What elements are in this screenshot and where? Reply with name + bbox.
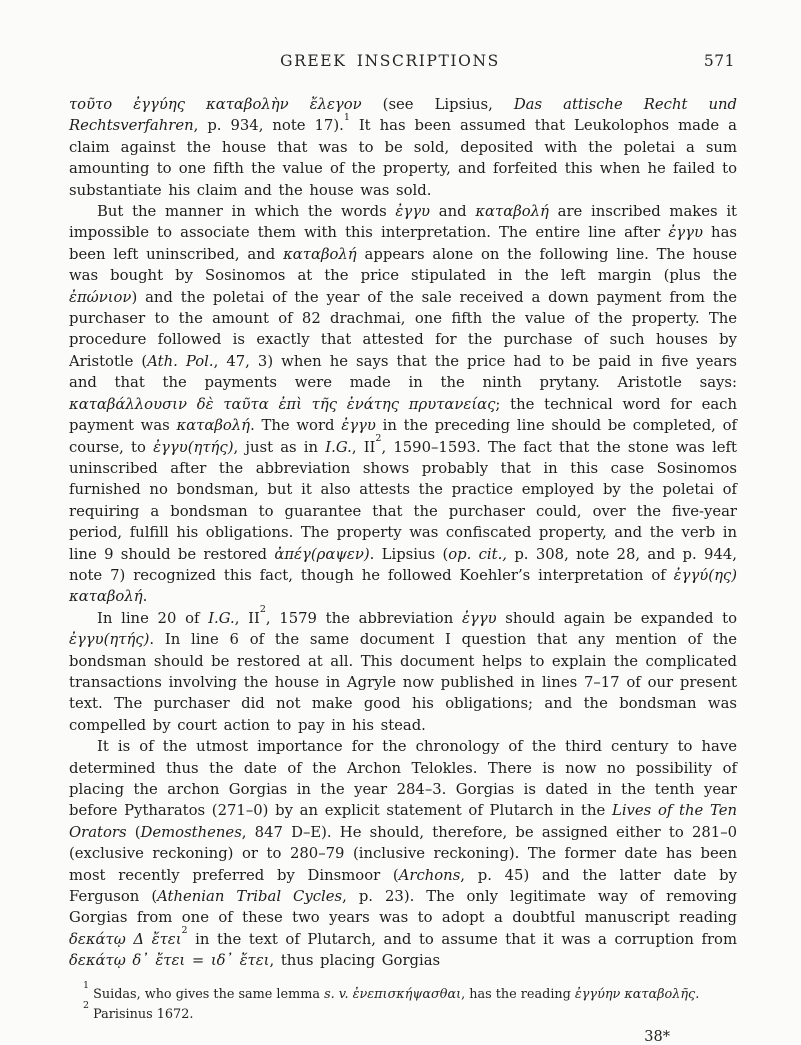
text-run: , p. 45) and the latter date by Ferguson ( (69, 866, 737, 906)
text-run: But the manner in which the words (97, 203, 396, 221)
footnote-reference: 2 (181, 925, 188, 937)
greek-text: καταβολή (176, 417, 251, 435)
text-run: . (142, 588, 148, 606)
text-run: , 847 D–E). He should, therefore, be assigned either to 281–0 (exclusive reckoning) or to 280–79 (inclusive reckoning). The former date has been most recently preferred by Dinsmoor ( (69, 823, 738, 884)
text-run: Suidas, who gives the same lemma (89, 986, 325, 1002)
greek-text: καταβολή (475, 203, 549, 221)
italic-title: Das attische Recht und Rechtsverfahren (69, 96, 737, 135)
greek-text: ἐνεπισκήψασθαι (352, 986, 462, 1002)
greek-text: τοῦτο ἐγγύης καταβολὴν ἔλεγον (69, 96, 362, 113)
text-run: It is of the utmost importance for the chronology of the third century to have determined thus the date of the Archon Telokles. There is now no possibility of placing the archon Gorgias in the year 284–3. Gorgias is dated in the tenth year before Pytharatos (271–0) by an explicit statement of Plutarch in the (69, 738, 737, 820)
italic-title: Archons (398, 866, 461, 884)
text-run: , 1579 the abbreviation (265, 609, 462, 627)
greek-text: ἐγγυ (341, 417, 376, 435)
italic-title: Demosthenes (140, 823, 242, 841)
greek-text: καταβολή (283, 245, 357, 263)
italic-title: I.G. (208, 609, 235, 627)
italic-title: Athenian Tribal Cycles (157, 888, 343, 906)
greek-text: ἐγγύην καταβολῆς (574, 986, 696, 1002)
text-run: ( (126, 823, 141, 841)
greek-text: δεκάτῳ δ᾽ ἔτει = ιδ᾽ ἔτει (69, 952, 270, 970)
text-run: ; the technical word for each payment was (69, 395, 737, 435)
text-run: , just as in (233, 438, 326, 456)
italic-title: s. v. (324, 986, 349, 1002)
article-body (69, 94, 737, 972)
greek-text: ἐγγυ (461, 609, 497, 627)
footnote (69, 1000, 737, 1026)
footnote-reference: 1 (83, 979, 90, 991)
page-number: 571 (703, 52, 735, 70)
footnote-reference: 2 (83, 1000, 90, 1012)
text-run: in the text of Plutarch, and to assume that it was a corruption from (187, 930, 737, 948)
footnote-reference: 2 (375, 433, 382, 445)
paragraph (69, 604, 737, 736)
italic-title: Ath. Pol. (147, 352, 214, 370)
text-run: . (695, 986, 700, 1002)
italic-title: Lives of the Ten Orators (69, 802, 737, 841)
page-content (69, 52, 737, 1045)
greek-text: καταβάλλουσιν δὲ ταῦτα ἐπὶ τῆς ἐνάτης πρυτανείας (69, 395, 496, 413)
signature-mark: 38* (644, 1028, 670, 1045)
italic-title: op. cit., (448, 545, 508, 563)
greek-text: ἐγγυ(ητής) (69, 631, 150, 649)
paragraph (69, 94, 737, 201)
greek-text: δεκάτῳ Δ ἔτει (69, 930, 182, 948)
greek-text: ἐπώνιον (69, 288, 132, 306)
text-run: are inscribed makes it impossible to associate them with this interpretation. The entire line after (69, 203, 737, 242)
italic-title: I.G. (325, 438, 352, 456)
text-run: . In line 6 of the same document I question that any mention of the bondsman should be restored at all. This document helps to explain the complicated transactions involving the house in Agryle now published in lines 7–17 of our present text. The purchaser did not make good his obligations; and the bondsman was compelled by court action to pay in his stead. (69, 631, 737, 734)
text-run: , has the reading (461, 986, 575, 1002)
text-run: , 1590–1593. The fact that the stone was left uninscribed after the abbreviation shows probably that in this case Sosinomos furnished no bondsman, but it also attests the practice employed by the poletai of requiring a bondsman to guarantee that the purchaser could, over the five-year period, fulfill his obligations. The property was confiscated property, and the verb in line 9 should be restored (69, 438, 737, 563)
text-run: appears alone on the following line. The house was bought by Sosinomos at the price stipulated in the left margin (plus the (69, 245, 737, 285)
paragraph (69, 736, 737, 971)
footnote-reference: 2 (259, 604, 266, 616)
text-run: It has been assumed that Leukolophos made a claim against the house that was to be sold, deposited with the poletai a sum amounting to one fifth the value of the property, and forfeited this when he failed to substantiate his claim and the house was sold. (69, 117, 737, 199)
text-run: . The word (250, 417, 342, 435)
footnote (69, 979, 737, 1006)
paragraph (69, 201, 737, 608)
greek-text: ἐγγυ(ητής) (153, 438, 234, 456)
text-run: , 47, 3) when he says that the price had to be paid in five years and that the payments were made in the ninth prytany. Aristotle says: (69, 352, 738, 392)
text-run: has been left uninscribed, and (69, 224, 738, 263)
text-run: In line 20 of (97, 609, 209, 627)
text-run: , thus placing Gorgias (269, 952, 441, 970)
footnote-reference: 1 (343, 111, 350, 123)
greek-text: ἐγγυ (668, 224, 703, 242)
text-run: should again be expanded to (496, 609, 737, 627)
text-run: ) and the poletai of the year of the sale received a down payment from the purchaser to the amount of 82 drachmai, one fifth the value of the property. The procedure followed is exactly that attested for the purchase of such houses by Aristotle ( (69, 288, 737, 370)
text-run: p. 308, note 28, and p. 944, note 7) recognized this fact, though he followed Koehler’s interpretation of (69, 545, 737, 584)
running-title: GREEK INSCRIPTIONS (280, 52, 500, 70)
text-run: and (430, 203, 476, 221)
text-run: , II (234, 609, 260, 627)
text-run: , II (351, 438, 376, 456)
text-run: (see Lipsius, (361, 96, 514, 113)
footnotes-section (69, 979, 737, 1026)
text-run: . Lipsius ( (369, 545, 449, 563)
greek-text: ἐγγυ (395, 203, 431, 221)
page-header (69, 52, 737, 74)
greek-text: ἐγγύ(ης) καταβολή (69, 566, 737, 606)
text-run: in the preceding line should be completed, of course, to (69, 417, 737, 456)
text-run: , p. 934, note 17). (193, 117, 344, 135)
text-run: , p. 23). The only legitimate way of removing Gorgias from one of these two years was to adopt a doubtful manuscript reading (69, 888, 737, 927)
greek-text: ἀπέγ(ραψεν) (274, 545, 370, 563)
text-run: Parisinus 1672. (89, 1007, 194, 1023)
